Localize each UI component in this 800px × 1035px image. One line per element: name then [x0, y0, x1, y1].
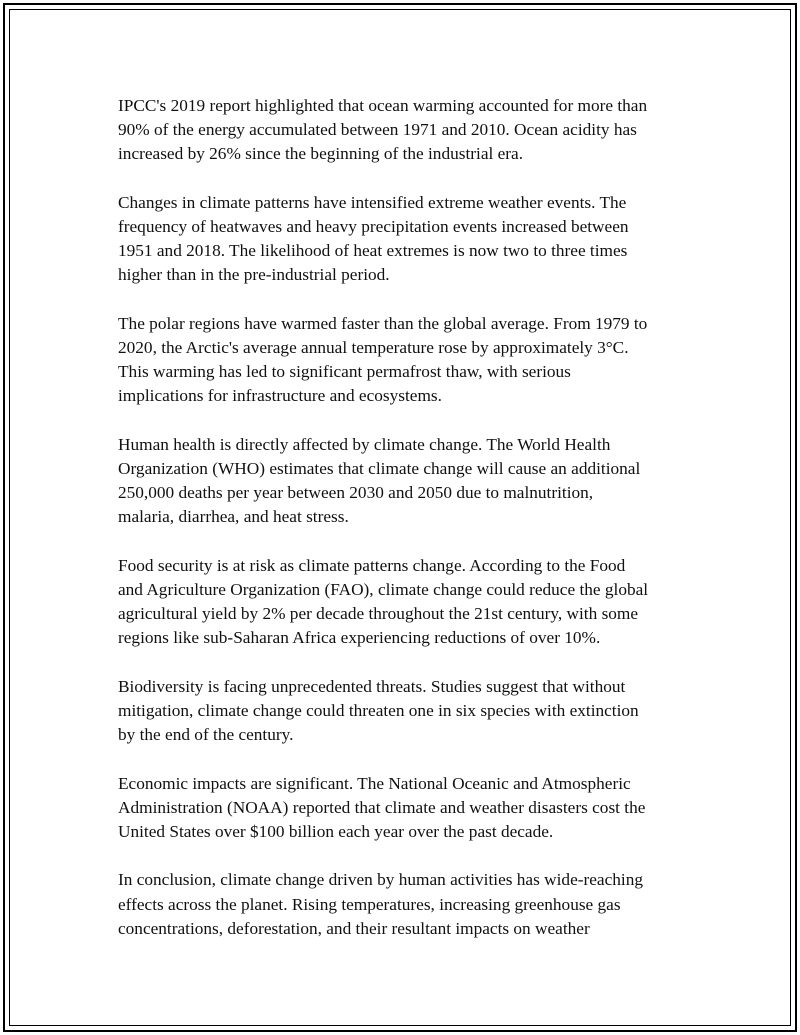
text-line: Changes in climate patterns have intensified extreme weather events. The [118, 192, 627, 212]
text-line: Food security is at risk as climate patterns change. According to the Food [118, 555, 626, 575]
text-line: Economic impacts are significant. The National Oceanic and Atmospheric [118, 773, 631, 793]
text-line: by the end of the century. [118, 725, 294, 745]
paragraph-economic-impacts [118, 772, 698, 845]
text-line: 90% of the energy accumulated between 1971 and 2010. Ocean acidity has [118, 120, 637, 140]
text-line: The polar regions have warmed faster than the global average. From 1979 to [118, 313, 648, 333]
text-line: malaria, diarrhea, and heat stress. [118, 507, 349, 527]
text-line: United States over $100 billion each year over the past decade. [118, 822, 554, 841]
text-line: increased by 26% since the beginning of the industrial era. [118, 144, 524, 164]
paragraph-human-health [118, 433, 698, 530]
text-line: and Agriculture Organization (FAO), climate change could reduce the global [118, 580, 649, 599]
text-line: higher than in the pre-industrial period. [118, 265, 390, 285]
text-line: Biodiversity is facing unprecedented threats. Studies suggest that without [118, 676, 626, 696]
paragraph-polar-regions [118, 312, 698, 409]
text-line: regions like sub-Saharan Africa experiencing reductions of over 10%. [118, 628, 601, 648]
text-line: This warming has led to significant permafrost thaw, with serious [118, 362, 571, 382]
text-line: 1951 and 2018. The likelihood of heat extremes is now two to three times [118, 241, 628, 261]
document-body [118, 94, 698, 965]
text-line: 250,000 deaths per year between 2030 and 2050 due to malnutrition, [118, 483, 594, 503]
text-line: frequency of heatwaves and heavy precipitation events increased between [118, 217, 629, 236]
text-line: Administration (NOAA) reported that climate and weather disasters cost the [118, 797, 646, 817]
text-line: effects across the planet. Rising temperatures, increasing greenhouse gas [118, 894, 621, 914]
text-line: mitigation, climate change could threaten one in six species with extinction [118, 701, 639, 720]
paragraph-extreme-weather [118, 191, 698, 288]
text-line: agricultural yield by 2% per decade throughout the 21st century, with some [118, 604, 639, 624]
text-line: In conclusion, climate change driven by human activities has wide-reaching [118, 870, 643, 890]
paragraph-ocean-warming [118, 94, 698, 167]
text-line: concentrations, deforestation, and their resultant impacts on weather [118, 918, 590, 938]
text-line: 2020, the Arctic's average annual temperature rose by approximately 3°C. [118, 338, 629, 357]
paragraph-conclusion [118, 868, 698, 941]
paragraph-biodiversity [118, 675, 698, 748]
paragraph-food-security [118, 554, 698, 651]
text-line: Human health is directly affected by climate change. The World Health [118, 434, 611, 454]
text-line: Organization (WHO) estimates that climate change will cause an additional [118, 459, 641, 478]
text-line: implications for infrastructure and ecosystems. [118, 386, 442, 406]
text-line: IPCC's 2019 report highlighted that ocean warming accounted for more than [118, 96, 648, 115]
